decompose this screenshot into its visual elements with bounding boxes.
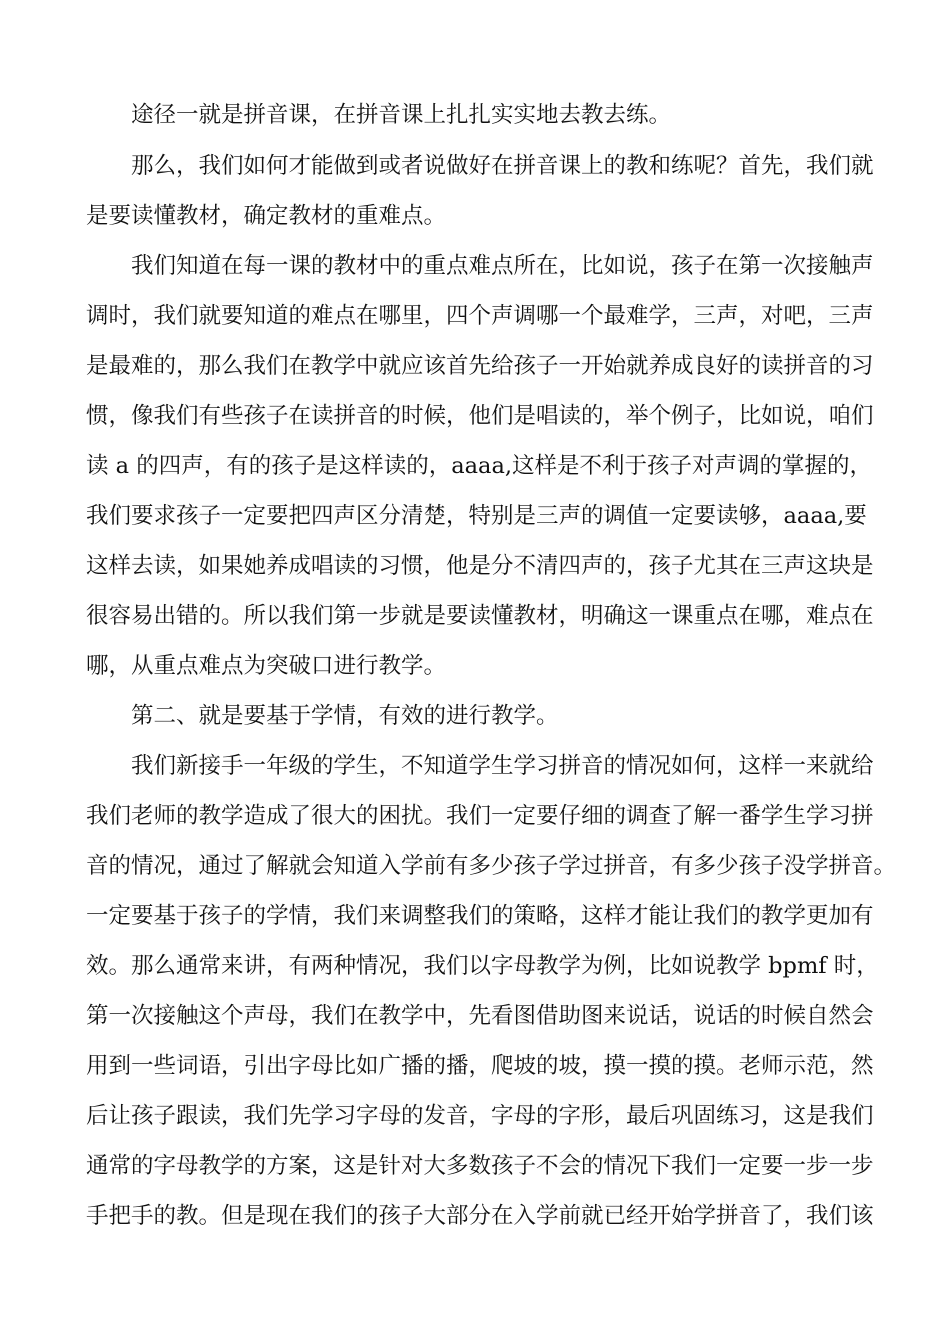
paragraph-2-line-1: 那么，我们如何才能做到或者说做好在拼音课上的教和练呢？首先，我们就 — [131, 153, 874, 179]
paragraph-5-line-7: 用到一些词语，引出字母比如广播的播，爬坡的坡，摸一摸的摸。老师示范，然 — [86, 1053, 874, 1079]
paragraph-2-line-2: 是要读懂教材，确定教材的重难点。 — [86, 203, 447, 229]
paragraph-3-line-1: 我们知道在每一课的教材中的重点难点所在，比如说，孩子在第一次接触声 — [131, 253, 874, 279]
paragraph-5-line-10: 手把手的教。但是现在我们的孩子大部分在入学前就已经开始学拼音了，我们该 — [86, 1203, 874, 1229]
paragraph-3-line-2: 调时，我们就要知道的难点在哪里，四个声调哪一个最难学，三声，对吧，三声 — [86, 303, 874, 329]
paragraph-3-line-9: 哪，从重点难点为突破口进行教学。 — [86, 653, 447, 679]
paragraph-5-line-2: 我们老师的教学造成了很大的困扰。我们一定要仔细的调查了解一番学生学习拼 — [86, 803, 874, 829]
paragraph-3-line-7: 这样去读，如果她养成唱读的习惯，他是分不清四声的，孩子尤其在三声这块是 — [86, 553, 874, 579]
paragraph-1-line-1: 途径一就是拼音课，在拼音课上扎扎实实地去教去练。 — [131, 102, 672, 128]
paragraph-5-line-1: 我们新接手一年级的学生，不知道学生学习拼音的情况如何，这样一来就给 — [131, 753, 874, 779]
paragraph-5-line-6: 第一次接触这个声母，我们在教学中，先看图借助图来说话，说话的时候自然会 — [86, 1003, 874, 1029]
paragraph-4-line-1: 第二、就是要基于学情，有效的进行教学。 — [131, 703, 559, 729]
paragraph-5-line-9: 通常的字母教学的方案，这是针对大多数孩子不会的情况下我们一定要一步一步 — [86, 1153, 874, 1179]
paragraph-3-line-8: 很容易出错的。所以我们第一步就是要读懂教材，明确这一课重点在哪，难点在 — [86, 603, 874, 629]
paragraph-5-line-3: 音的情况，通过了解就会知道入学前有多少孩子学过拼音，有多少孩子没学拼音。 — [86, 853, 897, 879]
paragraph-5-line-5: 效。那么通常来讲，有两种情况，我们以字母教学为例，比如说教学 bpmf 时， — [86, 953, 879, 979]
paragraph-3-line-5: 读 a 的四声，有的孩子是这样读的，aaaa,这样是不利于孩子对声调的掌握的， — [86, 453, 873, 479]
paragraph-3-line-3: 是最难的，那么我们在教学中就应该首先给孩子一开始就养成良好的读拼音的习 — [86, 353, 874, 379]
paragraph-5-line-4: 一定要基于孩子的学情，我们来调整我们的策略，这样才能让我们的教学更加有 — [86, 903, 874, 929]
paragraph-3-line-4: 惯，像我们有些孩子在读拼音的时候，他们是唱读的，举个例子，比如说，咱们 — [86, 403, 874, 429]
paragraph-5-line-8: 后让孩子跟读，我们先学习字母的发音，字母的字形，最后巩固练习，这是我们 — [86, 1103, 874, 1129]
paragraph-3-line-6: 我们要求孩子一定要把四声区分清楚，特别是三声的调值一定要读够，aaaa,要 — [86, 503, 867, 529]
